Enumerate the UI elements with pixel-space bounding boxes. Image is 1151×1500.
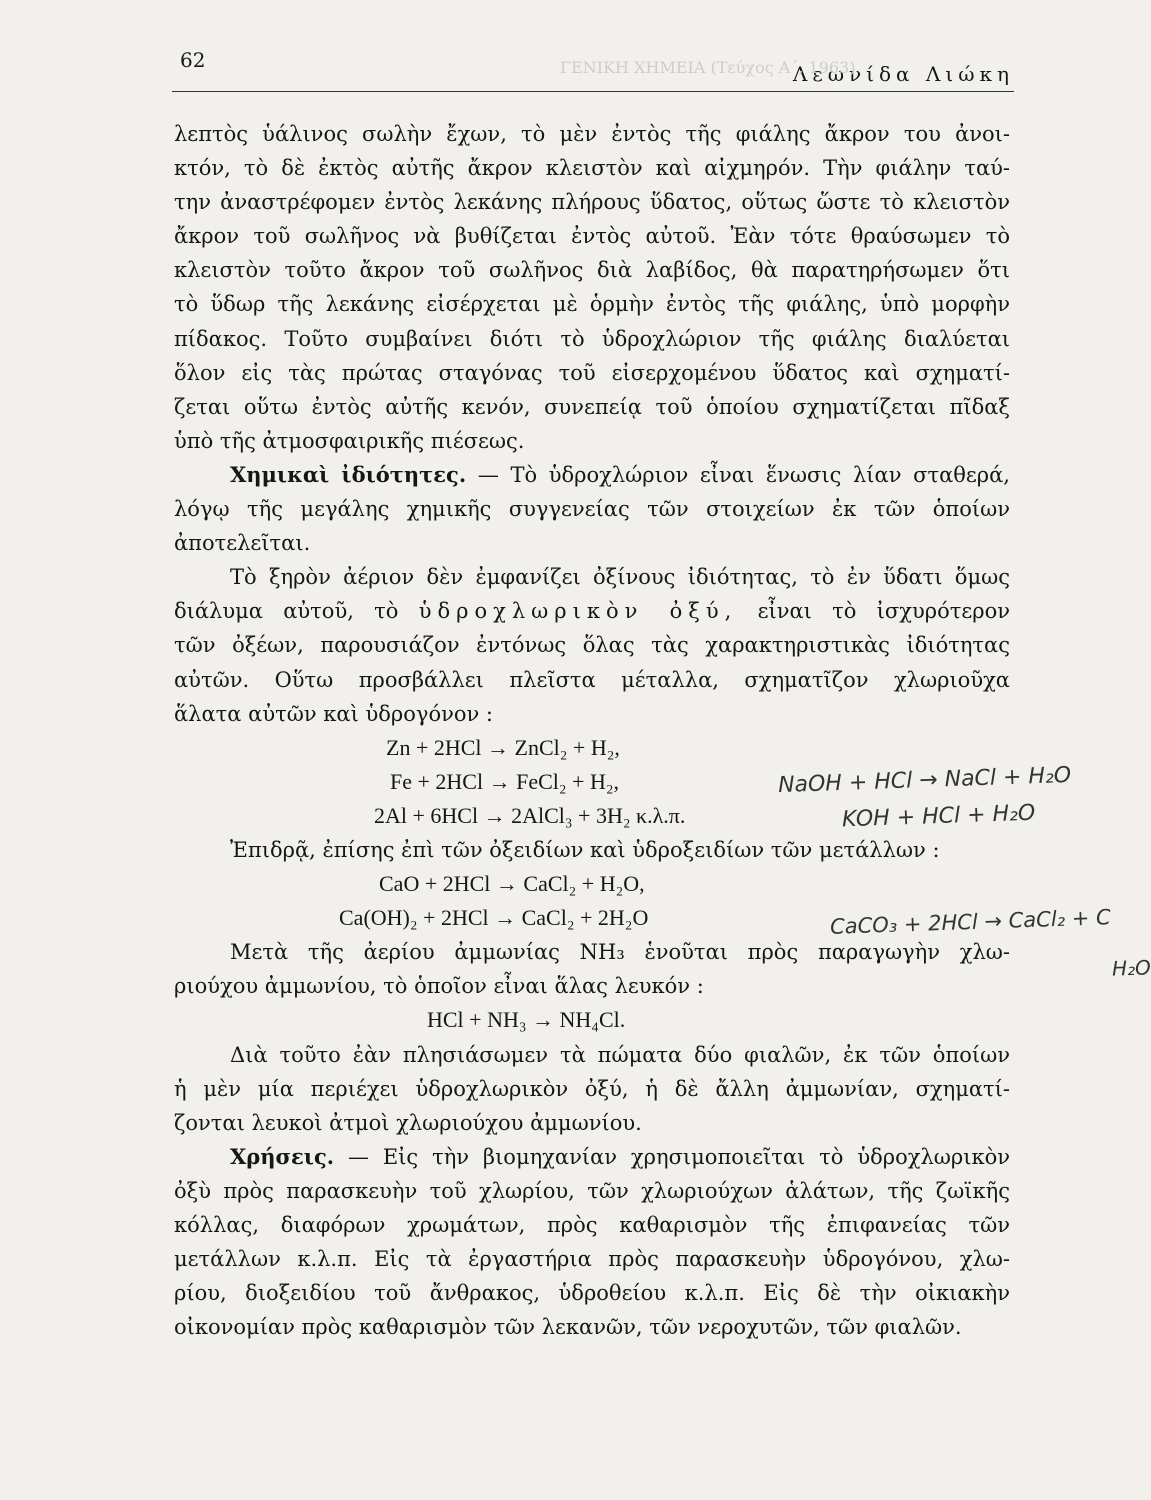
handwritten-note-h2o: H₂O <box>1111 955 1151 981</box>
text-line: ἅλατα αὐτῶν καὶ ὑδρογόνον : <box>174 701 494 726</box>
text-line: ὀξὺ πρὸς παρασκευὴν τοῦ χλωρίου, τῶν χλωριούχων ἁλάτων, τῆς ζωϊκῆς <box>174 1178 1010 1203</box>
text-line: ἄκρον τοῦ σωλῆνος νὰ βυθίζεται ἐντὸς αὐτοῦ. Ἐὰν τότε θραύσωμεν τὸ <box>174 224 1010 249</box>
running-head: Λεωνίδα Λιώκη <box>792 62 1014 86</box>
chem-properties-heading: Χημικαὶ ἰδιότητες. <box>230 461 467 487</box>
bleed-through-text: ΓΕΝΙΚΗ ΧΗΜΕΙΑ (Τεύχος Α΄, 1963) <box>560 58 856 77</box>
handwritten-note-naoh: NaOH + HCl → NaCl + H₂O <box>777 762 1072 799</box>
equation-al-tail: κ.λ.π. <box>636 802 686 828</box>
equation-zn: Zn + 2HCl → ZnCl₂ + H₂, <box>386 734 620 760</box>
text-fragment: διάλυμα αὐτοῦ, τὸ <box>174 599 399 624</box>
equation-caoh: Ca(OH)₂ + 2HCl → CaCl₂ + 2H₂O <box>339 905 649 931</box>
text-line: κλειστὸν τοῦτο ἄκρον τοῦ σωλῆνος διὰ λαβίδος, θὰ παρατηρήσωμεν ὅτι <box>174 258 1010 283</box>
chem-properties-text: — Τὸ ὑδροχλώριον εἶναι ἕνωσις λίαν σταθερά, <box>477 462 1010 487</box>
text-line: Τὸ ξηρὸν ἀέριον δὲν ἐμφανίζει ὀξίνους ἰδιότητας, τὸ ἐν ὕδατι ὅμως <box>230 565 1010 590</box>
text-line: μετάλλων κ.λ.π. Εἰς τὰ ἐργαστήρια πρὸς παρασκευὴν ὑδρογόνου, χλω- <box>174 1247 1010 1272</box>
text-line: κτόν, τὸ δὲ ἐκτὸς αὐτῆς ἄκρον κλειστὸν καὶ αἰχμηρόν. Τὴν φιάλην ταύ- <box>174 156 1010 181</box>
handwritten-note-caco3: CaCO₃ + 2HCl → CaCl₂ + C <box>829 905 1112 939</box>
body-text <box>174 117 1010 1344</box>
text-line: ὑπὸ τῆς ἀτμοσφαιρικῆς πιέσεως. <box>174 428 525 453</box>
equation-al-text: 2Al + 6HCl → 2AlCl₃ + 3H₂ <box>374 802 631 828</box>
text-line: οἰκονομίαν πρὸς καθαρισμὸν τῶν λεκανῶν, τῶν νεροχυτῶν, τῶν φιαλῶν. <box>174 1315 962 1340</box>
text-line: Ἐπιδρᾷ, ἐπίσης ἐπὶ τῶν ὀξειδίων καὶ ὑδροξειδίων τῶν μετάλλων : <box>230 837 940 862</box>
text-line: ἡ μὲν μία περιέχει ὑδροχλωρικὸν ὀξύ, ἡ δὲ ἄλλη ἀμμωνίαν, σχηματί- <box>174 1076 1010 1101</box>
text-line: τῶν ὀξέων, παρουσιάζον ἐντόνως ὅλας τὰς χαρακτηριστικὰς ἰδιότητας <box>174 633 1010 658</box>
text-line <box>174 594 1010 628</box>
text-line: ζεται οὕτω ἐντὸς αὐτῆς κενόν, συνεπείᾳ τοῦ ὁποίου σχηματίζεται πῖδαξ <box>174 394 1010 419</box>
text-line: πίδακος. Τοῦτο συμβαίνει διότι τὸ ὑδροχλώριον τῆς φιάλης διαλύεται <box>174 326 1010 351</box>
equation-cao: CaO + 2HCl → CaCl₂ + H₂O, <box>379 871 645 897</box>
uses-heading: Χρήσεις. <box>230 1143 335 1169</box>
handwritten-note-koh: KOH + HCl + H₂O <box>841 800 1036 833</box>
text-line: την ἀναστρέφομεν ἐντὸς λεκάνης πλήρους ὕδατος, οὕτως ὥστε τὸ κλειστὸν <box>174 190 1010 215</box>
text-line: λόγῳ τῆς μεγάλης χημικῆς συγγενείας τῶν στοιχείων ἐκ τῶν ὁποίων <box>174 497 1010 522</box>
page-number: 62 <box>180 48 206 72</box>
uses-line <box>174 1140 1010 1174</box>
text-line: ρίου, διοξειδίου τοῦ ἄνθρακος, ὑδροθείου κ.λ.π. Εἰς δὲ τὴν οἰκιακὴν <box>174 1281 1010 1306</box>
text-line: ὅλον εἰς τὰς πρώτας σταγόνας τοῦ εἰσερχομένου ὕδατος καὶ σχηματί- <box>174 360 1010 385</box>
equation-fe: Fe + 2HCl → FeCl₂ + H₂, <box>390 768 620 794</box>
text-line: ζονται λευκοὶ ἀτμοὶ χλωριούχου ἀμμωνίου. <box>174 1110 642 1135</box>
chem-properties-line <box>174 458 1010 492</box>
equation-nh3: HCl + NH₃ → NH₄Cl. <box>427 1007 626 1033</box>
header-rule <box>172 91 1014 92</box>
uses-text: — Εἰς τὴν βιομηχανίαν χρησιμοποιεῖται τὸ ὑδροχλωρικὸν <box>347 1144 1010 1169</box>
text-line: Διὰ τοῦτο ἐὰν πλησιάσωμεν τὰ πώματα δύο φιαλῶν, ἐκ τῶν ὁποίων <box>230 1042 1010 1067</box>
text-line: ριούχου ἀμμωνίου, τὸ ὁποῖον εἶναι ἅλας λευκόν : <box>174 974 704 999</box>
text-line: Μετὰ τῆς ἀερίου ἀμμωνίας NH₃ ἑνοῦται πρὸς παραγωγὴν χλω- <box>230 940 1010 965</box>
text-fragment: εἶναι τὸ ἰσχυρότερον <box>757 599 1010 624</box>
text-line: ἀποτελεῖται. <box>174 531 311 556</box>
text-line: τὸ ὕδωρ τῆς λεκάνης εἰσέρχεται μὲ ὁρμὴν ἐντὸς τῆς φιάλης, ὑπὸ μορφὴν <box>174 292 1010 317</box>
text-line: αὐτῶν. Οὕτω προσβάλλει πλεῖστα μέταλλα, σχηματῖζον χλωριοῦχα <box>174 667 1010 692</box>
emphasized-term: ὑδροχλωρικὸν ὀξύ, <box>418 599 738 624</box>
text-line: κόλλας, διαφόρων χρωμάτων, πρὸς καθαρισμὸν τῆς ἐπιφανείας τῶν <box>174 1213 1010 1237</box>
text-line: λεπτὸς ὑάλινος σωλὴν ἔχων, τὸ μὲν ἐντὸς τῆς φιάλης ἄκρον του ἀνοι- <box>174 122 1010 146</box>
